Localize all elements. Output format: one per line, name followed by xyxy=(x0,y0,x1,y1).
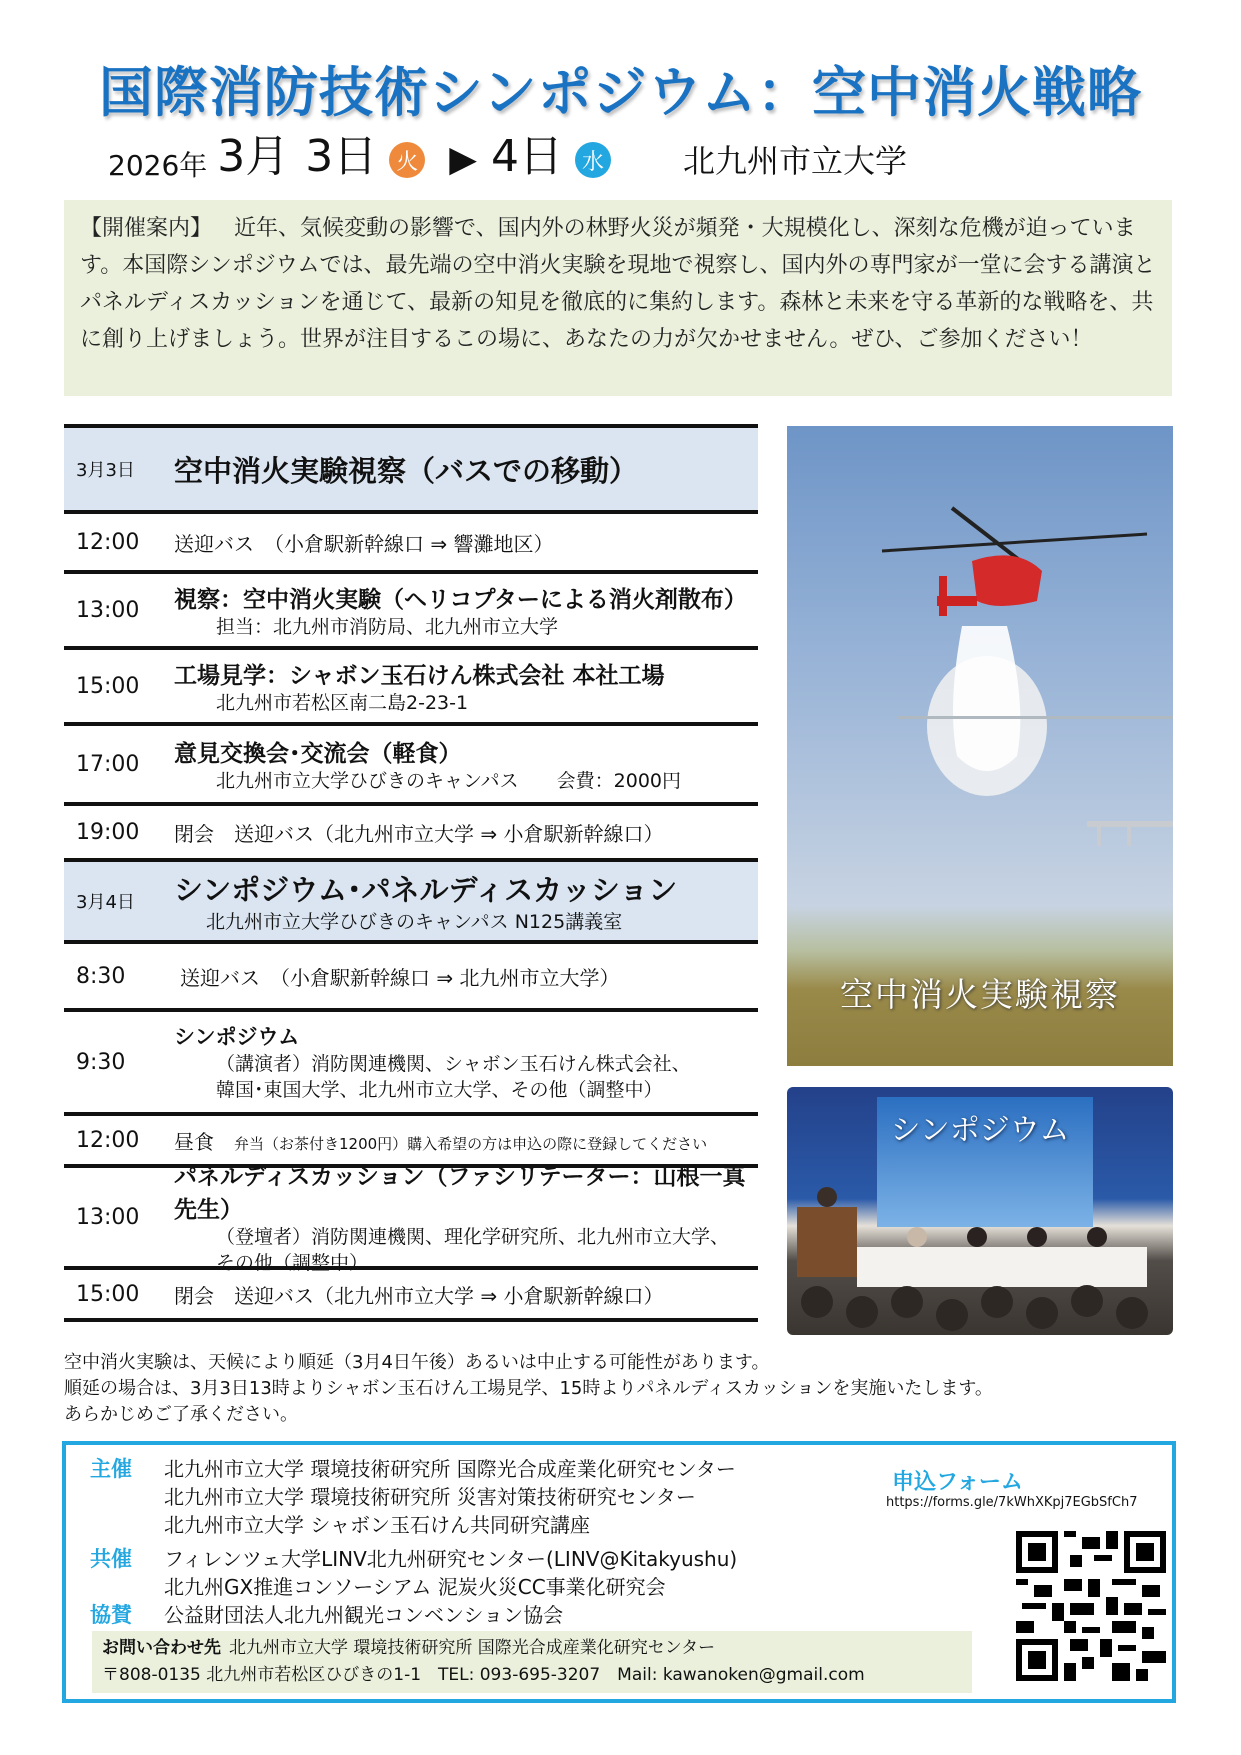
schedule-row: 15:00 工場見学：シャボン玉石けん株式会社 本社工場 北九州市若松区南二島2-23-1 xyxy=(64,646,758,722)
day2-weekday-badge: 水 xyxy=(575,142,611,178)
schedule-row: 12:00 送迎バス （小倉駅新幹線口 ⇒ 響灘地区） xyxy=(64,510,758,570)
day2: 4日 xyxy=(490,131,563,182)
symposium-photo xyxy=(787,1087,1173,1335)
schedule-row: 9:30 シンポジウム （講演者）消防関連機関、シャボン玉石けん株式会社、 韓国･東国大学、北九州市立大学、その他（調整中） xyxy=(64,1008,758,1112)
day1: 3日 xyxy=(305,131,378,182)
schedule-row: 19:00 閉会 送迎バス（北九州市立大学 ⇒ 小倉駅新幹線口） xyxy=(64,802,758,858)
day1-weekday-badge: 火 xyxy=(389,142,425,178)
day2-title: シンポジウム･パネルディスカッション xyxy=(174,872,678,907)
day2-subtitle: 北九州市立大学ひびきのキャンパス N125講義室 xyxy=(206,910,623,933)
host-section: 主催 北九州市立大学 環境技術研究所 国際光合成産業化研究センター 北九州市立大学 環境技術研究所 災害対策技術研究センター 北九州市立大学 シャボン玉石けん共同研究講座 xyxy=(90,1457,736,1537)
schedule-row: 12:00 昼食 弁当（お茶付き1200円）購入希望の方は申込の際に登録してください xyxy=(64,1112,758,1164)
contact-org: 北九州市立大学 環境技術研究所 国際光合成産業化研究センター xyxy=(229,1638,716,1658)
weather-notice: 空中消火実験は、天候により順延（3月4日午後）あるいは中止する可能性があります。 順延の場合は、3月3日13時よりシャボン玉石けん工場見学、15時よりパネルディスカッションを実施いたします。 あらかじめご了承ください。 xyxy=(64,1352,993,1425)
cohost-section: 共催 フィレンツェ大学LINV北九州研究センター(LINV@Kitakyushu) 北九州GX推進コンソーシアム 泥炭火災CC事業化研究会 xyxy=(90,1547,738,1599)
contact-box xyxy=(92,1631,972,1693)
schedule-row: 17:00 意見交換会･交流会（軽食） 北九州市立大学ひびきのキャンパス 会費：2000円 xyxy=(64,722,758,802)
helicopter-photo xyxy=(787,426,1173,1066)
helicopter-photo-caption: 空中消火実験視察 xyxy=(840,975,1120,1014)
application-form-title: 申込フォーム xyxy=(892,1470,1023,1495)
event-dates xyxy=(108,128,907,184)
venue: 北九州市立大学 xyxy=(682,142,907,180)
schedule-row: 15:00 閉会 送迎バス（北九州市立大学 ⇒ 小倉駅新幹線口） xyxy=(64,1266,758,1322)
month: 3月 xyxy=(217,131,290,182)
application-form-link[interactable]: https://forms.gle/7kWhXKpj7EGbSfCh7 xyxy=(886,1495,1138,1510)
day1-title: 空中消火実験視察（バスでの移動） xyxy=(174,453,639,488)
page-title: 国際消防技術シンポジウム：空中消火戦略 xyxy=(98,61,1143,124)
schedule-row: 13:00 視察：空中消火実験（ヘリコプターによる消火剤散布） 担当：北九州市消防局、北九州市立大学 xyxy=(64,570,758,646)
day2-date: 3月4日 xyxy=(76,892,135,913)
organizers-box xyxy=(62,1441,1176,1703)
support-label: 協賛 xyxy=(90,1603,132,1627)
schedule-table xyxy=(64,424,758,1322)
cohost-label: 共催 xyxy=(90,1547,132,1571)
year: 2026年 xyxy=(108,149,208,182)
day2-header xyxy=(64,858,758,940)
support-section: 協賛 公益財団法人北九州観光コンベンション協会 xyxy=(90,1603,564,1627)
arrow-right-icon: ▶ xyxy=(449,139,477,180)
schedule-row: 8:30 送迎バス （小倉駅新幹線口 ⇒ 北九州市立大学） xyxy=(64,940,758,1008)
contact-label: お問い合わせ先 xyxy=(102,1638,221,1658)
day1-date: 3月3日 xyxy=(76,460,135,481)
intro-label: 【開催案内】 xyxy=(80,216,213,241)
symposium-photo-caption: シンポジウム xyxy=(890,1113,1070,1148)
day1-header xyxy=(64,424,758,510)
intro-box xyxy=(64,200,1172,396)
contact-address: 〒808-0135 北九州市若松区ひびきの1-1 TEL: 093-695-3207 Mail: kawanoken@gmail.com xyxy=(102,1665,865,1685)
qr-code-icon[interactable] xyxy=(1016,1531,1166,1681)
host-label: 主催 xyxy=(90,1457,132,1481)
intro-text: 近年、気候変動の影響で、国内外の林野火災が頻発・大規模化し、深刻な危機が迫っています。本国際シンポジウムでは、最先端の空中消火実験を現地で視察し、国内外の専門家が一堂に会する講演とパネルディスカッションを通じて、最新の知見を徹底的に集約します。森林と未来を守る革新的な戦略を、共に創り上げましょう。世界が注目するこの場に、あなたの力が欠かせません。ぜひ、ご参加ください！ xyxy=(80,216,1156,352)
schedule-row: 13:00 パネルディスカッション（ファシリテーター：山根一真先生） （登壇者）消防関連機関、理化学研究所、北九州市立大学、 その他（調整中） xyxy=(64,1164,758,1266)
